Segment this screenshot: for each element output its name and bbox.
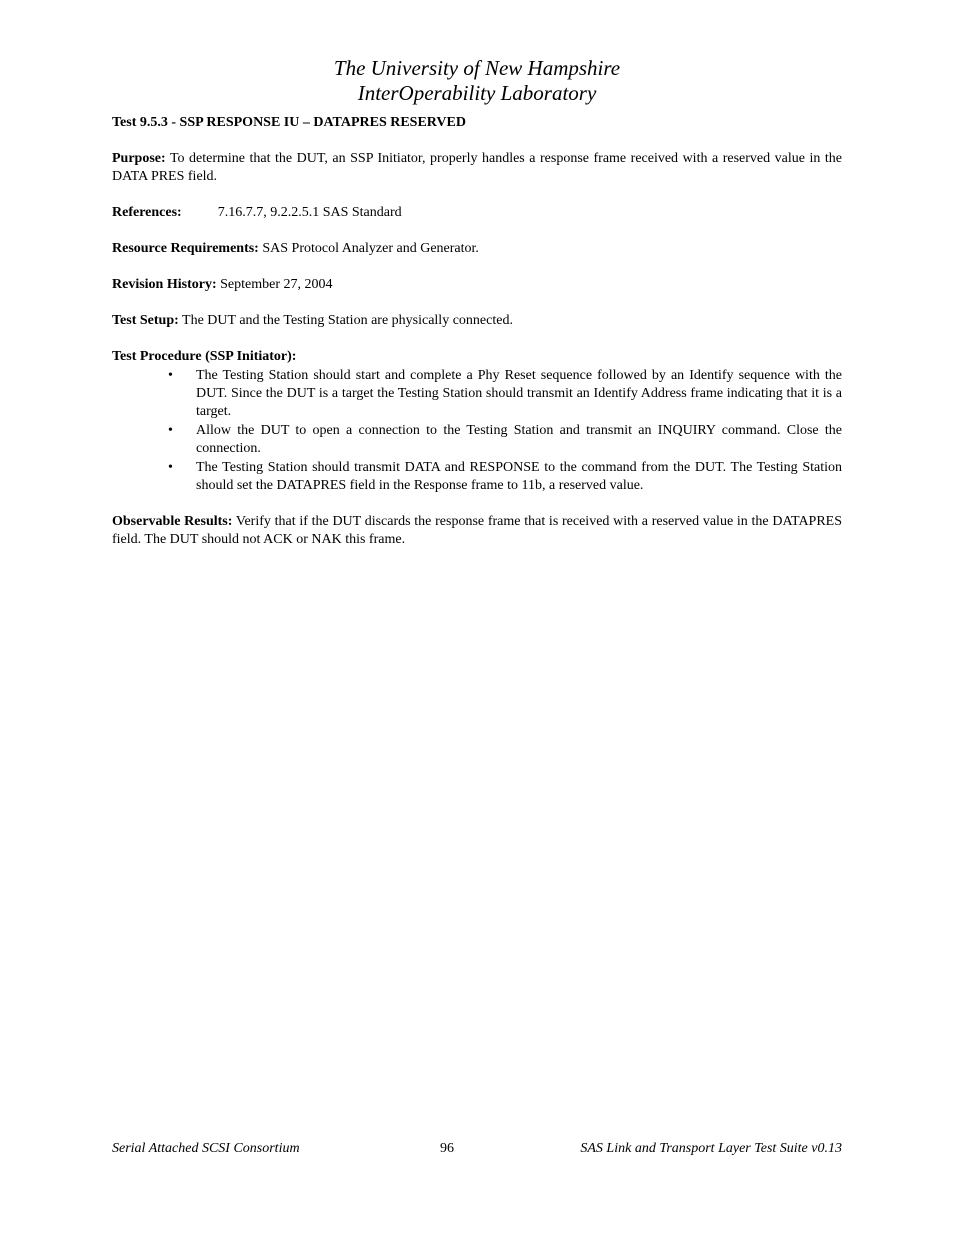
document-header [112,0,842,106]
header-university: The University of New Hampshire [333,56,621,80]
procedure-step-text: Allow the DUT to open a connection to the Testing Station and transmit an INQUIRY command. Close the connection. [196,423,842,456]
bullet-icon: • [168,368,173,383]
procedure-step-text: The Testing Station should transmit DATA and RESPONSE to the command from the DUT. The Testing Station should set the DATAPRES field in the Response frame to 11b, a reserved value. [196,460,842,493]
footer-consortium: Serial Attached SCSI Consortium [112,1141,300,1156]
resources-section [112,240,842,258]
purpose-text: To determine that the DUT, an SSP Initiator, properly handles a response frame received with a reserved value in the DATA PRES field. [112,151,842,184]
document-page [112,0,842,549]
procedure-list [112,367,842,495]
bullet-icon: • [168,423,173,438]
document-footer [112,1140,842,1158]
header-laboratory: InterOperability Laboratory [357,81,597,105]
references-section [112,204,842,222]
revision-section [112,276,842,294]
setup-text: The DUT and the Testing Station are physically connected. [182,313,513,328]
observable-label: Observable Results: [112,514,233,529]
procedure-step [168,422,842,458]
references-text: 7.16.7.7, 9.2.2.5.1 SAS Standard [217,205,402,220]
procedure-label: Test Procedure (SSP Initiator): [112,349,297,364]
purpose-section [112,150,842,186]
procedure-step [168,367,842,421]
revision-text: September 27, 2004 [220,277,333,292]
references-label: References: [112,205,182,220]
revision-label: Revision History: [112,277,217,292]
procedure-step [168,459,842,495]
footer-suite-title: SAS Link and Transport Layer Test Suite v0.13 [580,1141,842,1156]
resources-text: SAS Protocol Analyzer and Generator. [262,241,479,256]
observable-section [112,513,842,549]
observable-text: Verify that if the DUT discards the response frame that is received with a reserved value in the DATAPRES field. The DUT should not ACK or NAK this frame. [112,514,843,547]
page-number: 96 [440,1141,454,1156]
setup-section [112,312,842,330]
bullet-icon: • [168,460,173,475]
resources-label: Resource Requirements: [112,241,259,256]
test-title: Test 9.5.3 - SSP RESPONSE IU – DATAPRES RESERVED [112,115,466,130]
procedure-step-text: The Testing Station should start and complete a Phy Reset sequence followed by an Identify sequence with the DUT. Since the DUT is a target the Testing Station should transmit an Identify Address frame indicating that it is a target. [196,368,842,419]
setup-label: Test Setup: [112,313,179,328]
purpose-label: Purpose: [112,151,166,166]
